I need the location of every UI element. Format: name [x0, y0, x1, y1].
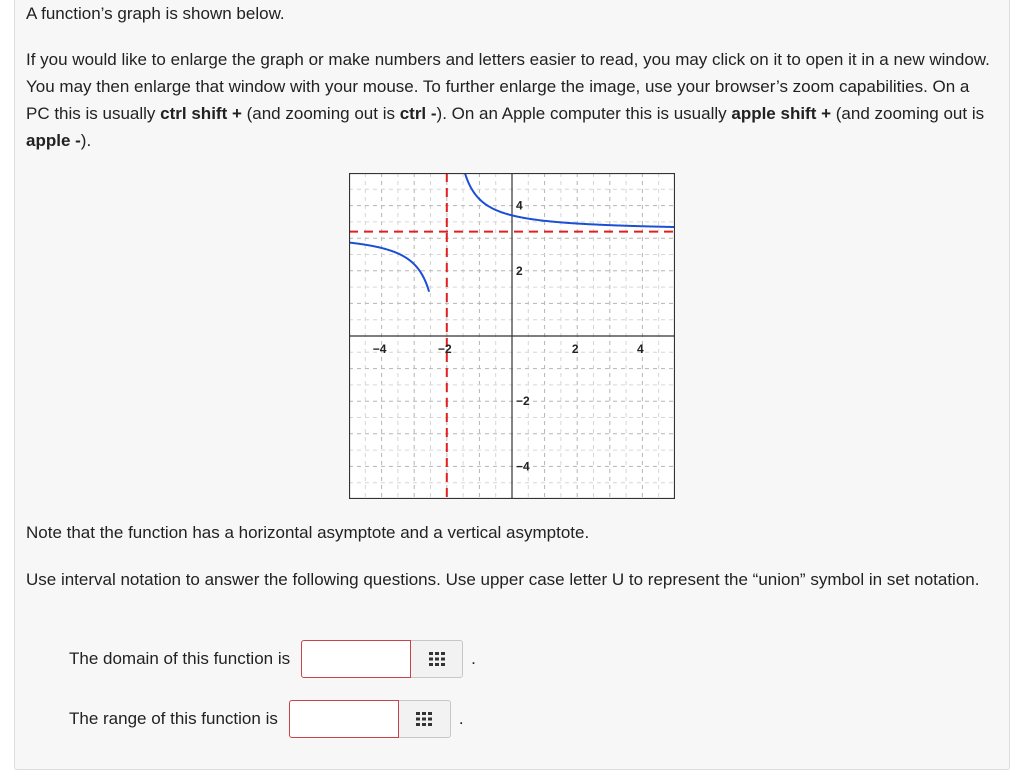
- curve-right-branch: [465, 173, 675, 227]
- x-tick-label: 4: [637, 342, 644, 356]
- domain-question: [69, 639, 476, 679]
- curve-left-branch: [349, 243, 429, 291]
- keypad-grid-icon: [429, 652, 445, 666]
- domain-keypad-button[interactable]: [411, 640, 463, 678]
- x-tick-label: −4: [372, 342, 387, 356]
- range-input[interactable]: [289, 700, 399, 738]
- instructions-paragraph: If you would like to enlarge the graph or make numbers and letters easier to read, you may click on it to open it in a new window. You may then enlarge that window with your mouse. To further enlarge the image, use your browser’s zoom capabilities. On a PC this is usually ctrl shift + (and zooming out is ctrl -). On an Apple computer this is usually apple shift + (and zooming out is apple -).: [26, 50, 990, 150]
- y-tick-label: −2: [516, 394, 530, 409]
- range-question: [69, 699, 464, 739]
- range-period: .: [458, 709, 464, 728]
- domain-input[interactable]: [301, 640, 411, 678]
- y-tick-label: −4: [516, 459, 530, 474]
- function-graph[interactable]: [349, 173, 675, 499]
- domain-label: The domain of this function is: [69, 649, 291, 668]
- range-keypad-button[interactable]: [399, 700, 451, 738]
- y-tick-label: 4: [516, 198, 523, 213]
- x-tick-label: −2: [437, 342, 452, 356]
- x-tick-label: 2: [571, 342, 579, 356]
- apple-zoom-out-shortcut: apple -: [26, 131, 81, 150]
- domain-period: .: [471, 649, 476, 668]
- y-tick-label: 2: [516, 263, 523, 278]
- graph-svg: [349, 173, 675, 499]
- asymptote-note: Note that the function has a horizontal asymptote and a vertical asymptote.: [26, 523, 590, 542]
- keypad-grid-icon: [416, 712, 432, 726]
- apple-zoom-shortcut: apple shift +: [731, 104, 832, 123]
- intro-text: A function’s graph is shown below.: [26, 4, 285, 23]
- pc-zoom-out-shortcut: ctrl -: [399, 104, 437, 123]
- interval-instructions: Use interval notation to answer the following questions. Use upper case letter U to represent the “union” symbol in set notation.: [26, 570, 980, 589]
- range-label: The range of this function is: [69, 709, 278, 728]
- pc-zoom-shortcut: ctrl shift +: [160, 104, 242, 123]
